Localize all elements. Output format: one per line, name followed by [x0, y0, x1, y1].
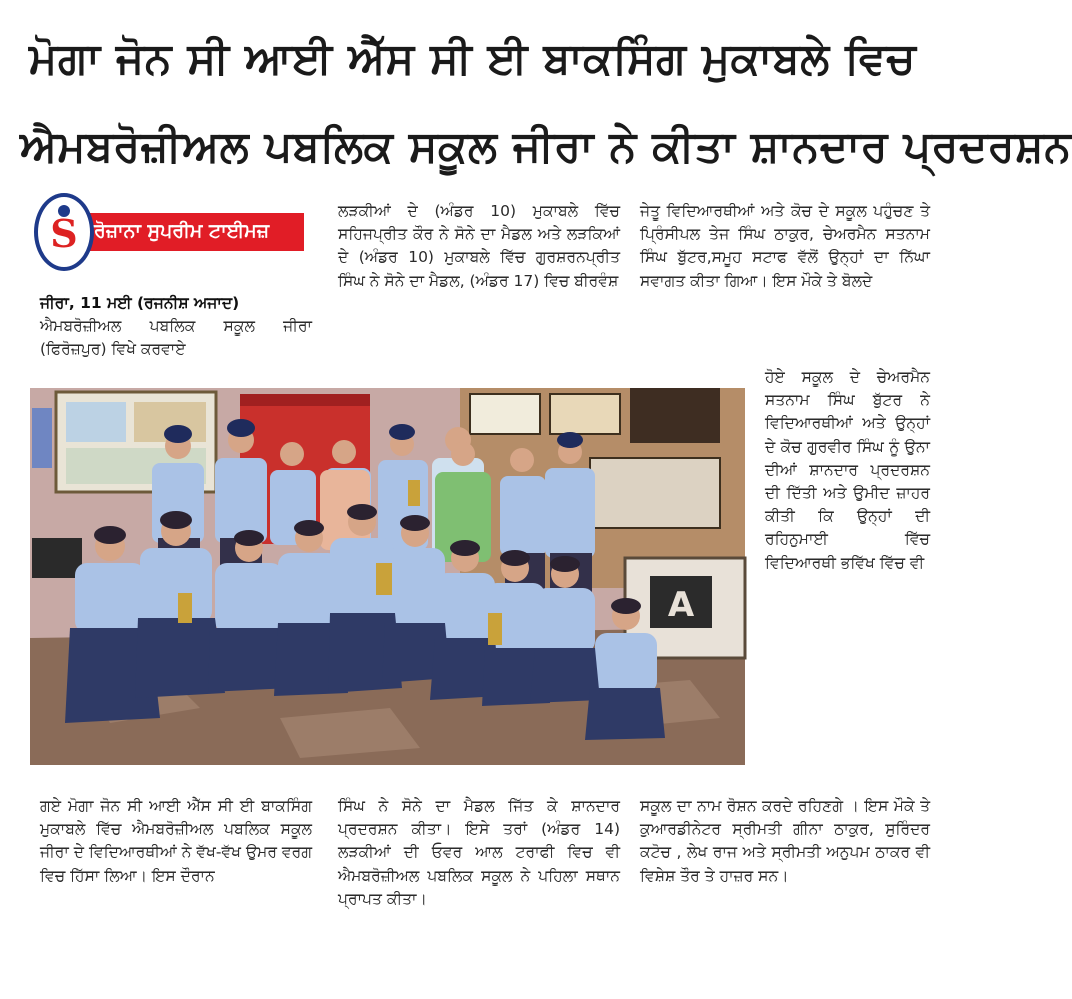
headline-line-2: ਐਮਬਰੋਜ਼ੀਅਲ ਪਬਲਿਕ ਸਕੂਲ ਜੀਰਾ ਨੇ ਕੀਤਾ ਸ਼ਾਨਦਾਰ ਪ੍ਰਦਰਸ਼ਨ	[20, 122, 1072, 172]
masthead-band	[86, 213, 304, 251]
article-text: ਸਿੰਘ ਨੇ ਸੋਨੇ ਦਾ ਮੈਡਲ ਜਿੱਤ ਕੇ ਸ਼ਾਨਦਾਰ ਪ੍ਰਦਰਸ਼ਨ ਕੀਤਾ। ਇਸੇ ਤਰਾਂ (ਅੰਡਰ 14) ਲੜਕੀਆਂ ਦੀ ਓਵਰ ਆਲ ਟਰਾਫੀ ਵਿਚ ਵੀ ਐਮਬਰੋਜ਼ੀਅਲ ਪਬਲਿਕ ਸਕੂਲ ਨੇ ਪਹਿਲਾ ਸਥਾਨ ਪ੍ਰਾਪਤ ਕੀਤਾ।	[338, 797, 620, 908]
article-text: ਗਏ ਮੋਗਾ ਜੋਨ ਸੀ ਆਈ ਐੱਸ ਸੀ ਈ ਬਾਕਸਿੰਗ ਮੁਕਾਬਲੇ ਵਿੱਚ ਐਮਬਰੋਜ਼ੀਅਲ ਪਬਲਿਕ ਸਕੂਲ ਜੀਰਾ ਦੇ ਵਿਦਿਆਰਥੀਆਂ ਨੇ ਵੱਖ-ਵੱਖ ਉਮਰ ਵਰਗ ਵਿਚ ਹਿੱਸਾ ਲਿਆ। ਇਸ ਦੌਰਾਨ	[40, 797, 312, 885]
article-text: ਸਕੂਲ ਦਾ ਨਾਮ ਰੋਸ਼ਨ ਕਰਦੇ ਰਹਿਣਗੇ । ਇਸ ਮੌਕੇ ਤੇ ਕੁਆਰਡੀਨੇਟਰ ਸ੍ਰੀਮਤੀ ਗੀਨਾ ਠਾਕੁਰ, ਸੁਰਿੰਦਰ ਕਟੋਚ , ਲੇਖ ਰਾਜ ਅਤੇ ਸ੍ਰੀਮਤੀ ਅਨੁਪਮ ਠਾਕਰ ਵੀ ਵਿਸ਼ੇਸ਼ ਤੌਰ ਤੇ ਹਾਜ਼ਰ ਸਨ।	[640, 797, 930, 885]
article-column-3-top	[640, 200, 930, 293]
article-text: ਜੇਤੂ ਵਿਦਿਆਰਥੀਆਂ ਅਤੇ ਕੋਚ ਦੇ ਸਕੂਲ ਪਹੁੰਚਣ ਤੇ ਪ੍ਰਿੰਸੀਪਲ ਤੇਜ ਸਿੰਘ ਠਾਕੁਰ, ਚੇਅਰਮੈਨ ਸਤਨਾਮ ਸਿੰਘ ਬੁੱਟਰ,ਸਮੂਹ ਸਟਾਫ ਵੱਲੋਂ ਉਨ੍ਹਾਂ ਦਾ ਨਿੱਘਾ ਸਵਾਗਤ ਕੀਤਾ ਗਿਆ। ਇਸ ਮੌਕੇ ਤੇ ਬੋਲਦੇ	[640, 202, 930, 290]
article-column-2-bottom	[338, 795, 620, 911]
newspaper-logo-icon	[34, 193, 94, 271]
article-column-3-middle	[765, 366, 930, 575]
photo-illustration	[30, 388, 745, 765]
group-photo	[30, 388, 745, 765]
newspaper-masthead	[34, 193, 304, 278]
article-column-2-top	[338, 200, 620, 293]
article-dateline: ਜੀਰਾ, 11 ਮਈ (ਰਜਨੀਸ਼ ਅਜਾਦ)	[40, 294, 240, 312]
article-column-3-bottom	[640, 795, 930, 888]
logo-letter: S	[50, 211, 78, 256]
article-column-1-top	[40, 292, 312, 362]
article-text: ਐਮਬਰੋਜ਼ੀਅਲ ਪਬਲਿਕ ਸਕੂਲ ਜੀਰਾ (ਫਿਰੋਜ਼ਪੁਰ) ਵਿਖੇ ਕਰਵਾਏ	[40, 317, 312, 359]
desk-letter-plaque: A	[667, 585, 695, 625]
article-text: ਲੜਕੀਆਂ ਦੇ (ਅੰਡਰ 10) ਮੁਕਾਬਲੇ ਵਿੱਚ ਸਹਿਜਪ੍ਰੀਤ ਕੌਰ ਨੇ ਸੋਨੇ ਦਾ ਮੈਡਲ ਅਤੇ ਲੜਕਿਆਂ ਦੇ (ਅੰਡਰ 10) ਮੁਕਾਬਲੇ ਵਿੱਚ ਗੁਰਸ਼ਰਨਪ੍ਰੀਤ ਸਿੰਘ ਨੇ ਸੋਨੇ ਦਾ ਮੈਡਲ, (ਅੰਡਰ 17) ਵਿਚ ਬੀਰਵੰਸ਼	[338, 202, 620, 290]
newspaper-name: ਰੋਜ਼ਾਨਾ ਸੁਪਰੀਮ ਟਾਈਮਜ਼	[94, 220, 270, 242]
article-column-1-bottom	[40, 795, 312, 888]
article-text: ਹੋਏ ਸਕੂਲ ਦੇ ਚੇਅਰਮੈਨ ਸਤਨਾਮ ਸਿੰਘ ਬੁੱਟਰ ਨੇ ਵਿਦਿਆਰਥੀਆਂ ਅਤੇ ਉਨ੍ਹਾਂ ਦੇ ਕੋਚ ਗੁਰਵੀਰ ਸਿੰਘ ਨੂੰ ਉਨਾ ਦੀਆਂ ਸ਼ਾਨਦਾਰ ਪ੍ਰਦਰਸ਼ਨ ਦੀ ਦਿੱਤੀ ਅਤੇ ਉਮੀਦ ਜ਼ਾਹਰ ਕੀਤੀ ਕਿ ਉਨ੍ਹਾਂ ਦੀ ਰਹਿਨੁਮਾਈ ਵਿੱਚ ਵਿਦਿਆਰਥੀ ਭਵਿੱਖ ਵਿੱਚ ਵੀ	[765, 368, 930, 572]
headline-line-1: ਮੋਗਾ ਜੋਨ ਸੀ ਆਈ ਐੱਸ ਸੀ ਈ ਬਾਕਸਿੰਗ ਮੁਕਾਬਲੇ ਵਿਚ	[29, 34, 916, 84]
